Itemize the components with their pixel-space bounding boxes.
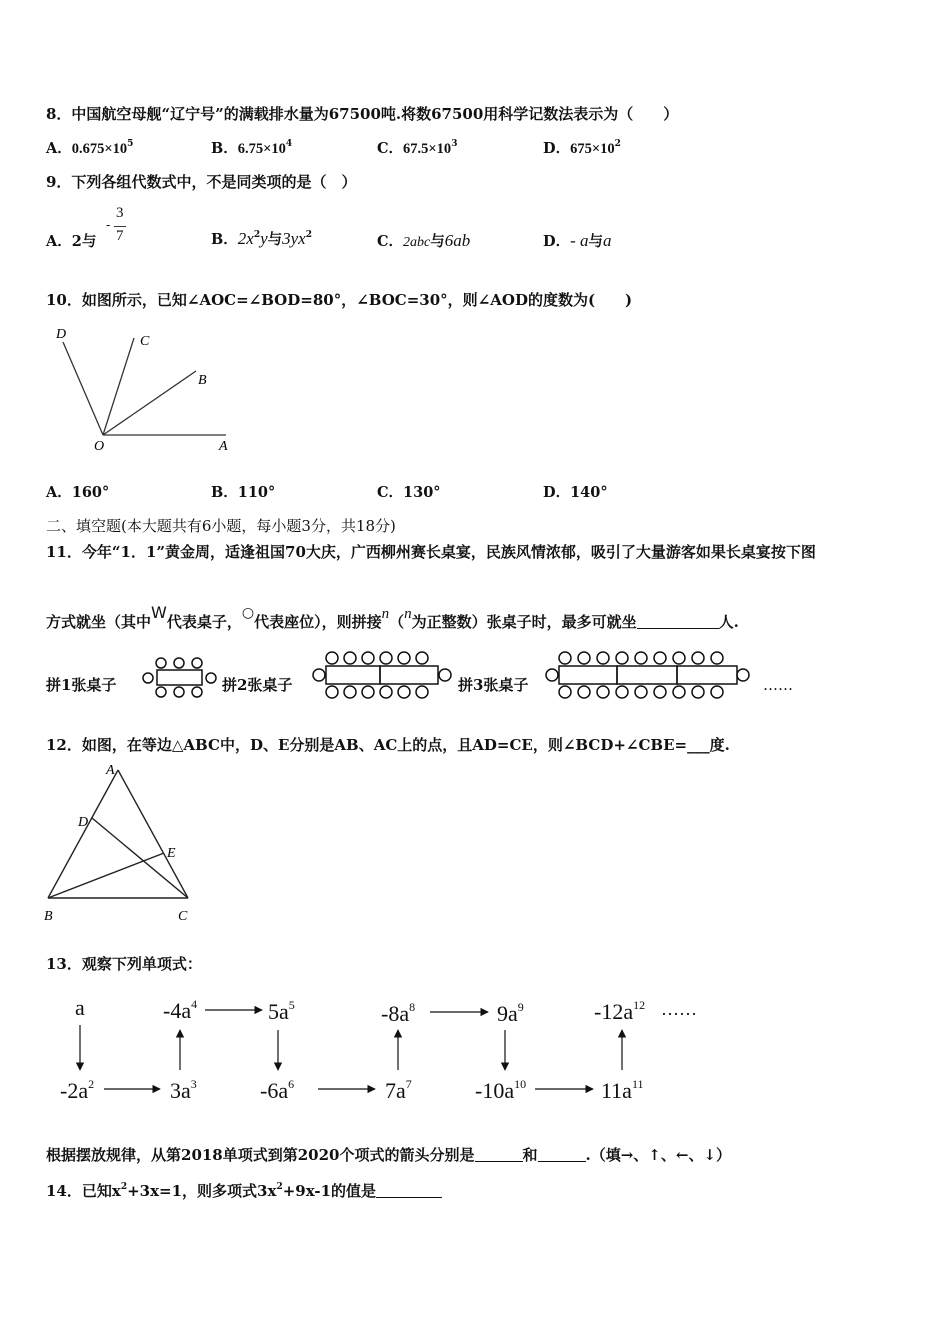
seat	[174, 658, 184, 668]
q12-triangle-figure	[40, 760, 200, 928]
label-c: C	[178, 909, 188, 924]
label-b: B	[198, 373, 207, 388]
mono-top-6: $-12a^{12}$	[594, 998, 646, 1024]
table	[677, 666, 737, 684]
mono-bottom-5: $-10a^{10}$	[475, 1077, 527, 1103]
q9-option-a-label: A．2与	[46, 233, 97, 250]
q13-stem: 13．观察下列单项式：	[46, 955, 202, 973]
o-symbol: ○	[241, 605, 255, 621]
mono-bottom-6: $11a^{11}$	[601, 1077, 644, 1103]
table-diagram-2	[312, 650, 452, 700]
label-c: C	[140, 334, 150, 349]
label-o: O	[94, 439, 105, 454]
q8-option-a: A．$0.675\times 10^5$	[46, 139, 134, 157]
q9-fraction: - 3 7	[106, 205, 128, 251]
side-ab	[48, 770, 118, 898]
q10-option-a: A．160°	[46, 484, 110, 501]
side-ac	[118, 770, 188, 898]
q8-option-b: B．$6.75\times 10^4$	[211, 139, 293, 157]
table	[559, 666, 617, 684]
ray-od	[63, 342, 103, 435]
section-heading: 二、填空题(本大题共有6小题，每小题3分，共18分)	[46, 517, 396, 535]
table-label-1: 拼1张桌子	[46, 676, 117, 694]
q8-stem: 8．中国航空母舰“辽宁号”的满载排水量为67500吨.将数67500用科学记数法表示为（ ）	[46, 105, 679, 123]
seat	[174, 687, 184, 697]
w-symbol: W	[151, 603, 167, 622]
mono-top-4: $-8a^8$	[381, 1000, 416, 1026]
q11-ellipsis: ……	[763, 676, 793, 694]
seat	[156, 658, 166, 668]
q10-option-b: B．110°	[211, 484, 276, 501]
seat	[192, 687, 202, 697]
q11-line2: 方式就坐（其中W代表桌子，○代表座位），则拼接n（n为正整数）张桌子时，最多可就坐 人.	[46, 603, 739, 631]
table	[617, 666, 677, 684]
mono-bottom-2: $3a^3$	[170, 1077, 197, 1103]
seat	[192, 658, 202, 668]
q9-option-b: B．$2x^2y$与$3yx^2$	[211, 229, 312, 248]
q8-option-c: C．$67.5\times 10^3$	[377, 139, 458, 157]
table	[326, 666, 380, 684]
table-label-3: 拼3张桌子	[458, 676, 529, 694]
ray-oc	[103, 338, 134, 435]
segment-be	[48, 853, 164, 898]
mono-bottom-3: $-6a^6$	[260, 1077, 295, 1103]
mono-bottom-1: $-2a^2$	[60, 1077, 95, 1103]
label-b: B	[44, 909, 53, 924]
q13-ellipsis: ……	[661, 999, 697, 1019]
mono-bottom-4: $7a^7$	[385, 1077, 412, 1103]
q9-option-d: D．- a与a	[543, 231, 612, 250]
table	[157, 670, 202, 685]
seat	[206, 673, 216, 683]
q13-arrows	[0, 990, 950, 1110]
q14-stem: 14．已知$x^2+3x=1$，则多项式$3x^2+9x-1$的值是	[46, 1180, 442, 1201]
mono-top-5: $9a^9$	[497, 1000, 524, 1026]
mono-top-2: $-4a^4$	[163, 997, 198, 1023]
label-a: A	[106, 763, 115, 778]
q10-option-d: D．140°	[543, 484, 608, 501]
q11-line1: 11．今年“1．1”黄金周，适逢祖国70大庆，广西柳州赛长桌宴，民族风情浓郁，吸引了大量游客如果长桌宴按下图	[46, 543, 816, 561]
q9-option-c: C．2abc与6ab	[377, 231, 471, 250]
mono-top-3: $5a^5$	[268, 998, 295, 1024]
ray-ob	[103, 371, 196, 435]
q9-stem: 9．下列各组代数式中，不是同类项的是（ ）	[46, 173, 357, 191]
label-d: D	[56, 327, 67, 342]
q10-stem: 10．如图所示，已知∠AOC=∠BOD=80°，∠BOC=30°，则∠AOD的度数为( )	[46, 291, 633, 309]
q12-stem: 12．如图，在等边△ABC中，D、E分别是AB、AC上的点，且AD=CE，则∠BCD+∠CBE=___度.	[46, 736, 730, 754]
seat	[143, 673, 153, 683]
q8-option-d: D．$675\times 10^2$	[543, 139, 621, 157]
q10-angle-figure	[46, 320, 246, 455]
table	[380, 666, 438, 684]
table-diagram-3	[545, 650, 750, 700]
seat	[156, 687, 166, 697]
table-diagram-1	[138, 656, 220, 698]
label-e: E	[167, 846, 176, 861]
table-label-2: 拼2张桌子	[222, 676, 293, 694]
label-d: D	[78, 815, 89, 830]
label-a: A	[219, 439, 228, 454]
mono-top-1: a	[75, 995, 85, 1020]
q13-question: 根据摆放规律，从第2018单项式到第2020个项式的箭头分别是 和 .（填→、↑、←、↓）	[46, 1146, 732, 1164]
q10-option-c: C．130°	[377, 484, 441, 501]
